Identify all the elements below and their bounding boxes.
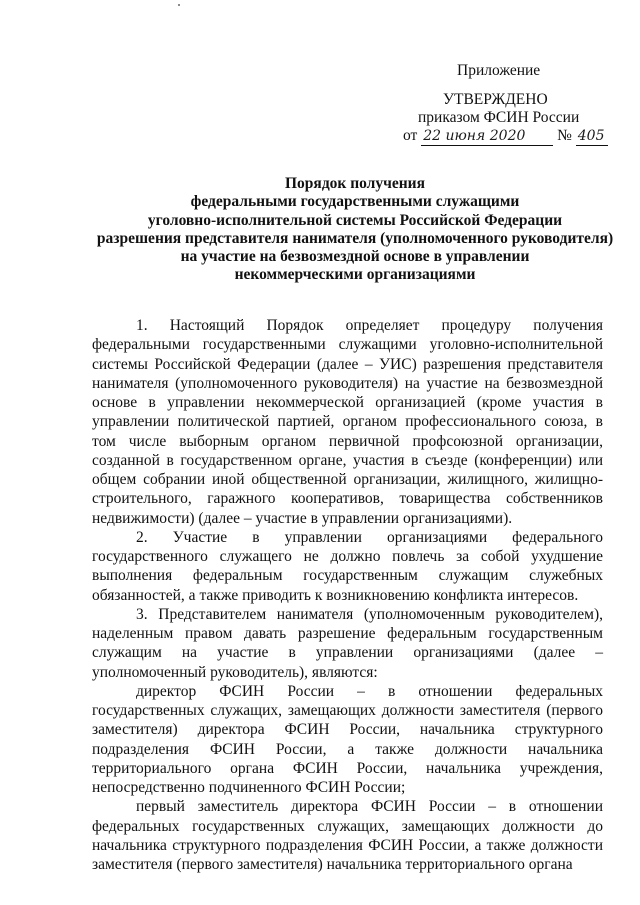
scan-speck xyxy=(178,4,180,6)
paragraph-director: директор ФСИН России – в отношении федеральных государственных служащих, замещающих должности заместителя (первого заместителя) директора ФСИН России, начальника структурного подразделения ФСИН России, а также должности начальника территориального органа ФСИН России, начальника учреждения, непосредственно подчиненного ФСИН России; xyxy=(92,682,603,796)
title-line: уголовно-исполнительной системы Российской Федерации xyxy=(147,211,563,229)
handwritten-date: 22 июня 2020 xyxy=(421,127,553,146)
order-reference: приказом ФСИН России xyxy=(418,109,580,126)
paragraph-2: 2. Участие в управлении организациями федерального государственного служащего не должно повлечь за собой ухудшение выполнения федеральным государственным служащим служебных обязанностей, а также приводить к возникновению конфликта интересов. xyxy=(92,528,603,604)
title-line: федеральными государственными служащими xyxy=(190,193,520,211)
approved-stamp: УТВЕРЖДЕНО xyxy=(443,91,548,108)
document-title xyxy=(60,175,640,285)
order-date-line xyxy=(403,127,608,146)
date-prefix: от xyxy=(403,127,418,144)
number-sign: № xyxy=(557,127,572,144)
paragraph-1: 1. Настоящий Порядок определяет процедуру получения федеральными государственными служащими уголовно-исполнительной системы Российской Федерации (далее – УИС) разрешения представителя нанимателя (уполномоченного руководителя) на участие на безвозмездной основе в управлении некоммерческой организацией (кроме участия в управлении политической партией, органом профессионального союза, в том числе выборным органом первичной профсоюзной организации, созданной в государственном органе, участия в съезде (конференции) или общем собрании иной общественной организации, жилищного, жилищно-строительного, гаражного кооперативов, товарищества собственников недвижимости) (далее – участие в управлении организациями). xyxy=(92,317,603,527)
title-line: на участие на безвозмездной основе в управлении xyxy=(180,248,530,266)
appendix-label: Приложение xyxy=(457,62,541,79)
document-body xyxy=(92,316,603,874)
title-line: Порядок получения xyxy=(285,175,425,192)
title-line: некоммерческими организациями xyxy=(234,266,476,284)
paragraph-3: 3. Представителем нанимателя (уполномоченным руководителем), наделенным правом давать разрешение федеральным государственным служащим на участие в управлении организациями (далее – уполномоченный руководитель), являются: xyxy=(92,605,603,681)
handwritten-number: 405 xyxy=(576,127,608,146)
title-line: разрешения представителя нанимателя (уполномоченного руководителя) xyxy=(96,229,614,247)
paragraph-first-deputy: первый заместитель директора ФСИН России – в отношении федеральных государственных служащих, замещающих должности до начальника структурного подразделения ФСИН России, а также должности заместителя (первого заместителя) начальника территориального органа xyxy=(92,798,603,873)
